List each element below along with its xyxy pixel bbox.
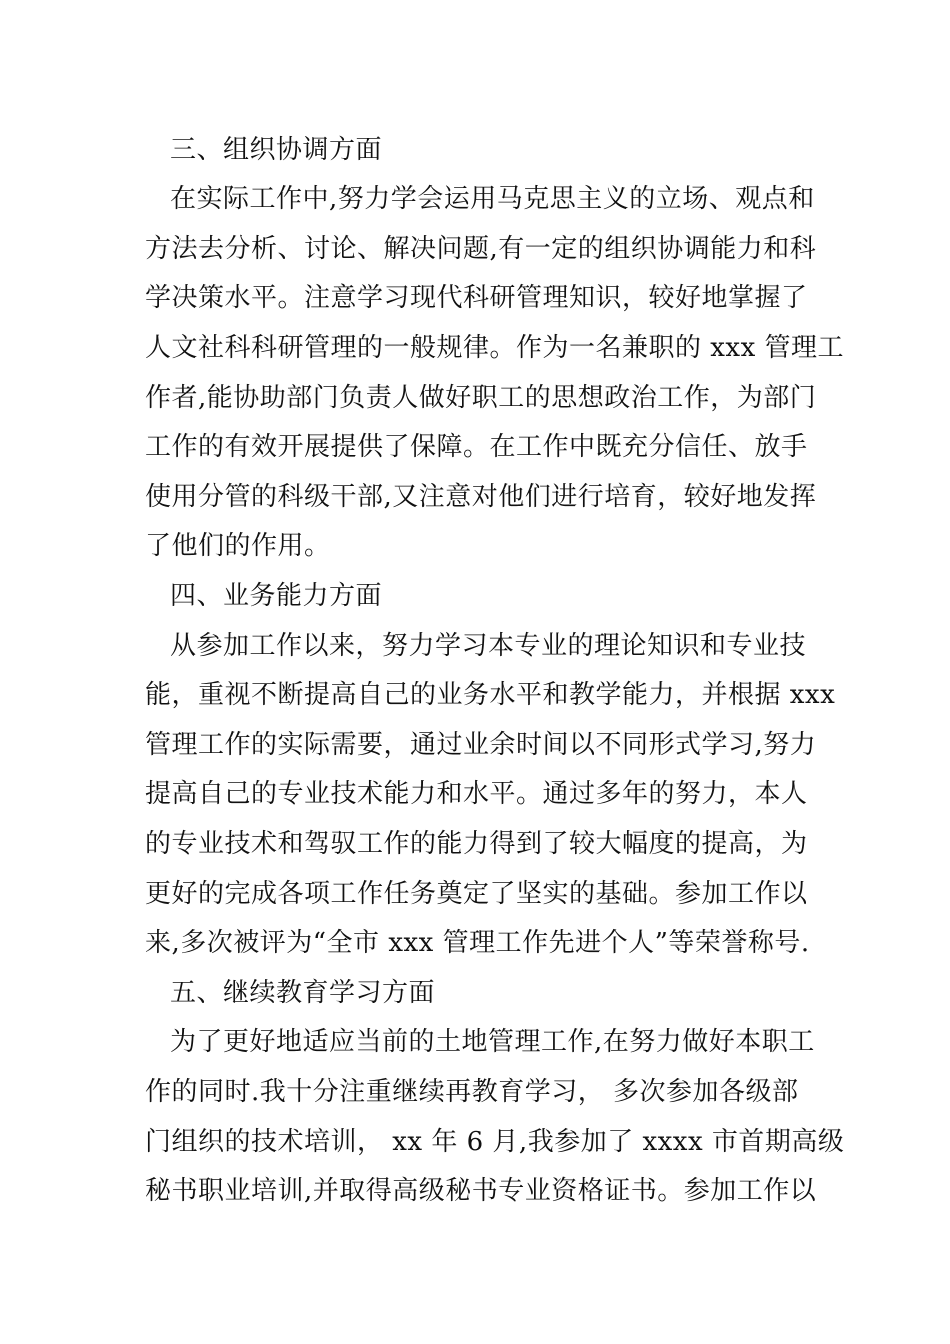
- paragraph-line: 秘书职业培训,并取得高级秘书专业资格证书。参加工作以: [145, 1176, 817, 1206]
- paragraph-line: 能，重视不断提高自己的业务水平和教学能力，并根据 xxx: [145, 680, 836, 710]
- paragraph-line: 方法去分析、讨论、解决问题,有一定的组织协调能力和科: [145, 234, 817, 264]
- paragraph-line: 更好的完成各项工作任务奠定了坚实的基础。参加工作以: [145, 879, 808, 909]
- paragraph-line: 人文社科科研管理的一般规律。作为一名兼职的 xxx 管理工: [145, 333, 845, 363]
- paragraph-line: 使用分管的科级干部,又注意对他们进行培育，较好地发挥: [145, 482, 817, 512]
- paragraph-line: 为了更好地适应当前的土地管理工作,在努力做好本职工: [170, 1027, 815, 1057]
- paragraph-line: 门组织的技术培训， xx 年 6 月,我参加了 xxxx 市首期高级: [145, 1127, 845, 1157]
- paragraph-line: 在实际工作中,努力学会运用马克思主义的立场、观点和: [170, 184, 815, 214]
- section-heading: 三、组织协调方面: [170, 135, 383, 165]
- section-heading: 四、业务能力方面: [170, 581, 383, 611]
- paragraph-line: 提高自己的专业技术能力和水平。通过多年的努力，本人: [145, 779, 808, 809]
- section-heading: 五、继续教育学习方面: [170, 978, 436, 1008]
- paragraph-line: 的专业技术和驾驭工作的能力得到了较大幅度的提高，为: [145, 829, 808, 859]
- paragraph-line: 管理工作的实际需要，通过业余时间以不同形式学习,努力: [145, 730, 817, 760]
- paragraph-line: 来,多次被评为“全市 xxx 管理工作先进个人”等荣誉称号.: [145, 928, 810, 958]
- paragraph-line: 作者,能协助部门负责人做好职工的思想政治工作，为部门: [145, 383, 817, 413]
- paragraph-line: 工作的有效开展提供了保障。在工作中既充分信任、放手: [145, 432, 808, 462]
- paragraph-line: 学决策水平。注意学习现代科研管理知识，较好地掌握了: [145, 283, 808, 313]
- paragraph-line: 作的同时.我十分注重继续再教育学习， 多次参加各级部: [145, 1077, 799, 1107]
- paragraph-line: 从参加工作以来，努力学习本专业的理论知识和专业技: [170, 631, 807, 661]
- paragraph-line: 了他们的作用。: [145, 531, 331, 561]
